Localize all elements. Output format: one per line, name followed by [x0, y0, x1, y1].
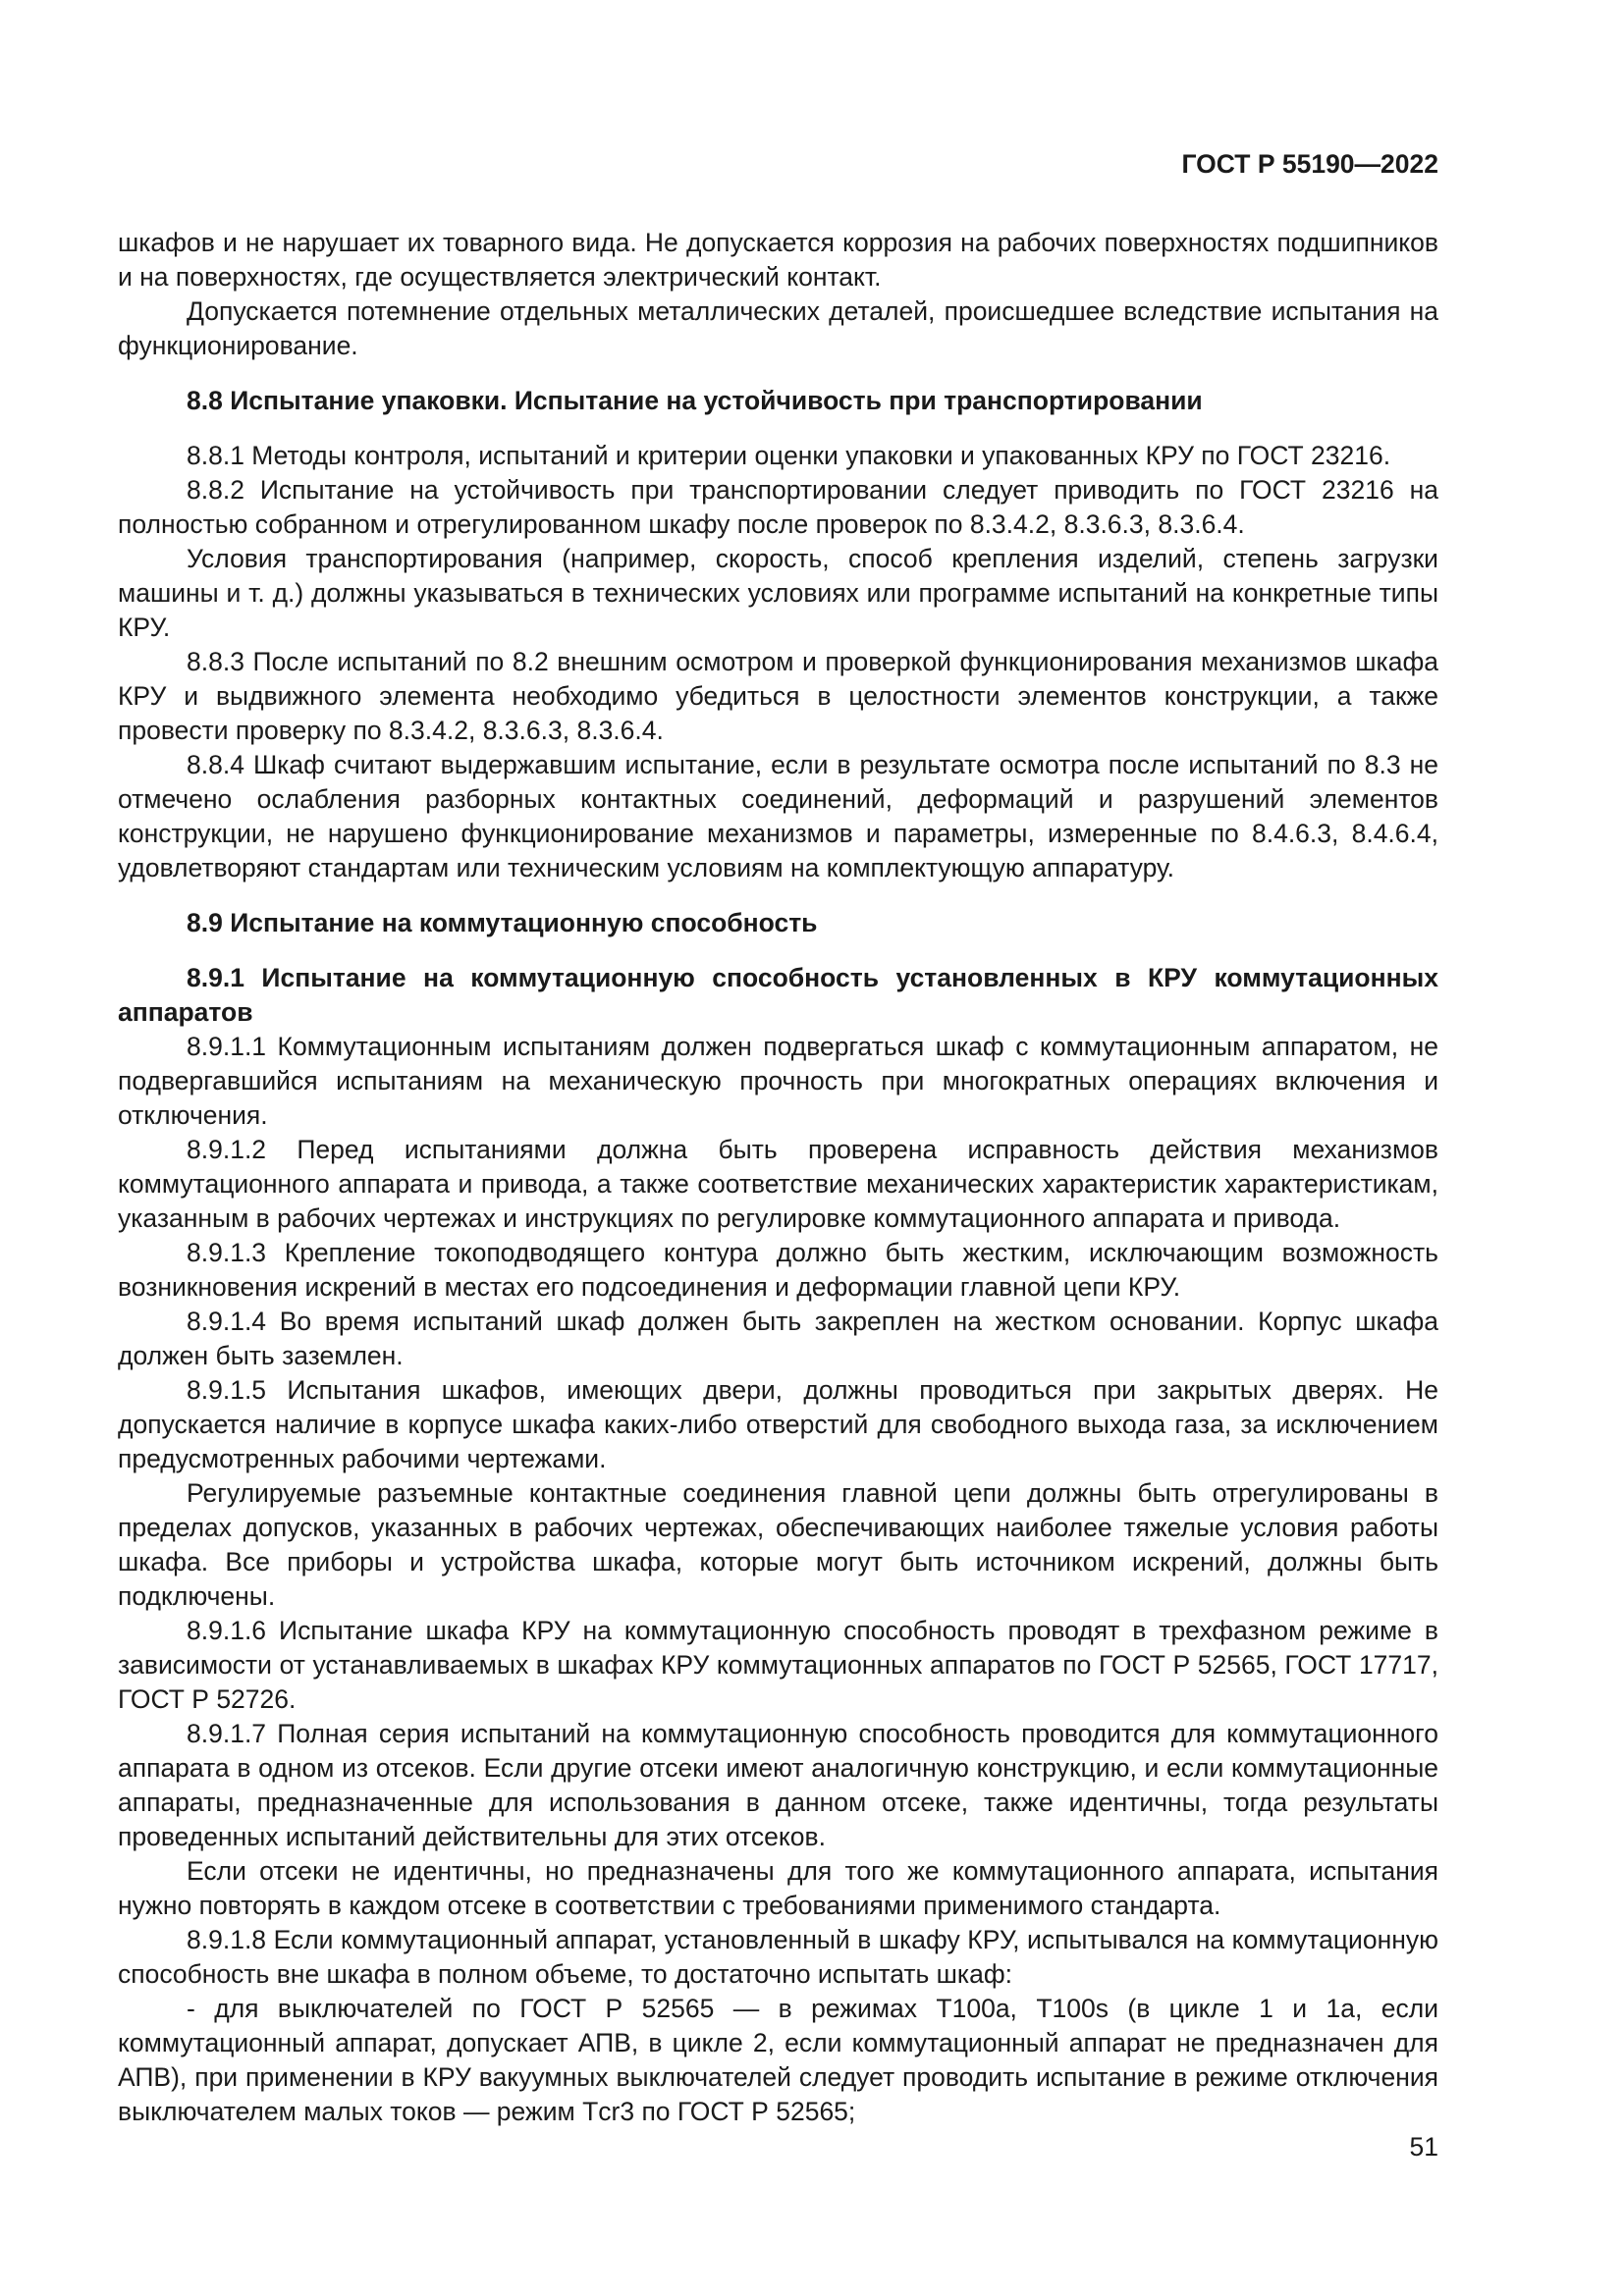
- paragraph-8-9-1-6: 8.9.1.6 Испытание шкафа КРУ на коммутационную способность проводят в трехфазном режиме в зависимости от устанавливаемых в шкафах КРУ коммутационных аппаратов по ГОСТ Р 52565, ГОСТ 17717, ГОСТ Р 52726.: [118, 1616, 1438, 1714]
- paragraph-8-8-2: 8.8.2 Испытание на устойчивость при транспортировании следует приводить по ГОСТ 23216 на полностью собранном и отрегулированном шкафу после проверок по 8.3.4.2, 8.3.6.3, 8.3.6.4.: [118, 475, 1438, 539]
- paragraph: Регулируемые разъемные контактные соединения главной цепи должны быть отрегулированы в пределах допусков, указанных в рабочих чертежах, обеспечивающих наиболее тяжелые условия работы шкафа. Все приборы и устройства шкафа, которые могут быть источником искрений, должны быть подключены.: [118, 1478, 1438, 1611]
- page-number: 51: [1409, 2132, 1438, 2162]
- paragraph-8-9-1-8: 8.9.1.8 Если коммутационный аппарат, установленный в шкафу КРУ, испытывался на коммутационную способность вне шкафа в полном объеме, то достаточно испытать шкаф:: [118, 1925, 1438, 1989]
- paragraph-8-9-1-3: 8.9.1.3 Крепление токоподводящего контура должно быть жестким, исключающим возможность возникновения искрений в местах его подсоединения и деформации главной цепи КРУ.: [118, 1238, 1438, 1302]
- paragraph-8-8-3: 8.8.3 После испытаний по 8.2 внешним осмотром и проверкой функционирования механизмов шкафа КРУ и выдвижного элемента необходимо убедиться в целостности элементов конструкции, а также провести проверку по 8.3.4.2, 8.3.6.3, 8.3.6.4.: [118, 647, 1438, 745]
- paragraph-8-8-4: 8.8.4 Шкаф считают выдержавшим испытание, если в результате осмотра после испытаний по 8.3 не отмечено ослабления разборных контактных соединений, деформаций и разрушений элементов конструкции, не нарушено функционирование механизмов и параметры, измеренные по 8.4.6.3, 8.4.6.4, удовлетворяют стандартам или техническим условиям на комплектующую аппаратуру.: [118, 750, 1438, 882]
- document-page: [118, 0, 1438, 2296]
- paragraph: Условия транспортирования (например, скорость, способ крепления изделий, степень загрузки машины и т. д.) должны указываться в технических условиях или программе испытаний на конкретные типы КРУ.: [118, 544, 1438, 642]
- paragraph-8-9-1-2: 8.9.1.2 Перед испытаниями должна быть проверена исправность действия механизмов коммутационного аппарата и привода, а также соответствие механических характеристик характеристикам, указанным в рабочих чертежах и инструкциях по регулировке коммутационного аппарата и привода.: [118, 1135, 1438, 1233]
- document-code-header: ГОСТ Р 55190—2022: [1181, 149, 1438, 179]
- paragraph: Если отсеки не идентичны, но предназначены для того же коммутационного аппарата, испытания нужно повторять в каждом отсеке в соответствии с требованиями применимого стандарта.: [118, 1856, 1438, 1920]
- document-body: [118, 226, 1438, 2129]
- paragraph-8-9-1-4: 8.9.1.4 Во время испытаний шкаф должен быть закреплен на жестком основании. Корпус шкафа должен быть заземлен.: [118, 1307, 1438, 1370]
- paragraph-8-9-1-5: 8.9.1.5 Испытания шкафов, имеющих двери, должны проводиться при закрытых дверях. Не допускается наличие в корпусе шкафа каких-либо отверстий для свободного выхода газа, за исключением предусмотренных рабочими чертежами.: [118, 1375, 1438, 1473]
- paragraph-8-9-1-1: 8.9.1.1 Коммутационным испытаниям должен подвергаться шкаф с коммутационным аппаратом, не подвергавшийся испытаниям на механическую прочность при многократных операциях включения и отключения.: [118, 1032, 1438, 1130]
- paragraph-8-8-1: 8.8.1 Методы контроля, испытаний и критерии оценки упаковки и упакованных КРУ по ГОСТ 23216.: [187, 441, 1391, 470]
- paragraph-continuation: шкафов и не нарушает их товарного вида. Не допускается коррозия на рабочих поверхностях подшипников и на поверхностях, где осуществляется электрический контакт.: [118, 228, 1438, 292]
- list-item: - для выключателей по ГОСТ Р 52565 — в режимах Т100а, Т100s (в цикле 1 и 1а, если коммутационный аппарат, допускает АПВ, в цикле 2, если коммутационный аппарат не предназначен для АПВ), при применении в КРУ вакуумных выключателей следует проводить испытание в режиме отключения выключателем малых токов — режим Тcr3 по ГОСТ Р 52565;: [118, 1994, 1438, 2126]
- paragraph-8-9-1-7: 8.9.1.7 Полная серия испытаний на коммутационную способность проводится для коммутационного аппарата в одном из отсеков. Если другие отсеки имеют аналогичную конструкцию, и если коммутационные аппараты, предназначенные для использования в данном отсеке, также идентичны, тогда результаты проведенных испытаний действительны для этих отсеков.: [118, 1719, 1438, 1851]
- section-heading-8-8: 8.8 Испытание упаковки. Испытание на устойчивость при транспортировании: [187, 386, 1203, 415]
- paragraph: Допускается потемнение отдельных металлических деталей, происшедшее вследствие испытания на функционирование.: [118, 296, 1438, 360]
- section-heading-8-9: 8.9 Испытание на коммутационную способность: [187, 908, 818, 937]
- subsection-heading-8-9-1: 8.9.1 Испытание на коммутационную способность установленных в КРУ коммутационных аппаратов: [118, 963, 1438, 1027]
